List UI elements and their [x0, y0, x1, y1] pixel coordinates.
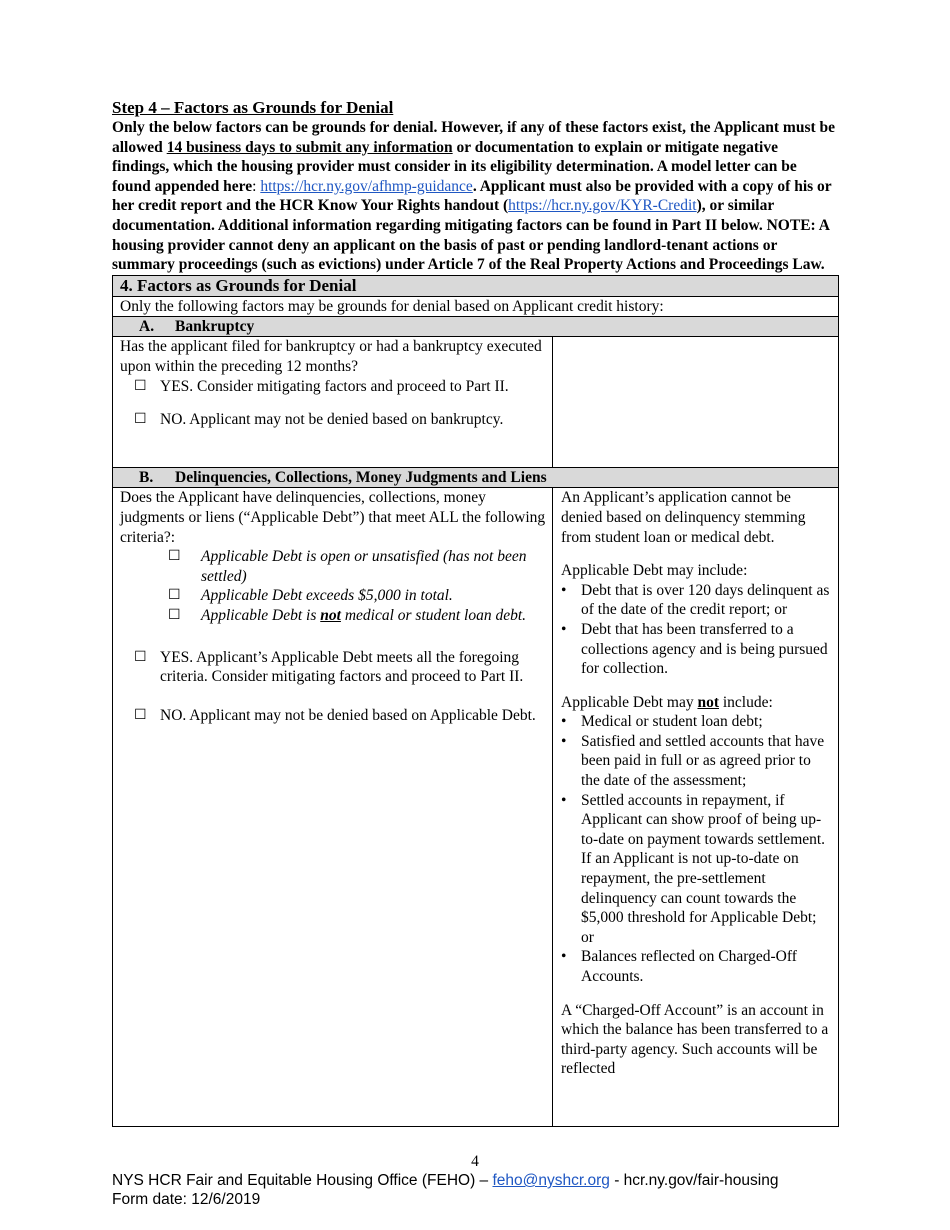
table-subheader: Only the following factors may be grounds for denial based on Applicant credit history:: [113, 296, 839, 317]
bullet-icon: •: [561, 581, 567, 599]
debt-question-cell: [113, 488, 553, 1127]
bankruptcy-yes-label: YES. Consider mitigating factors and proceed to Part II.: [160, 377, 509, 395]
may-not-include-heading: Applicable Debt may not include:: [561, 693, 773, 711]
bullet-icon: •: [561, 732, 567, 750]
bullet-icon: •: [561, 948, 567, 966]
kyr-credit-link[interactable]: https://hcr.ny.gov/KYR-Credit: [508, 197, 697, 215]
checkbox-icon[interactable]: ☐: [168, 588, 181, 604]
criteria-item: [168, 606, 546, 626]
list-item: • Settled accounts in repayment, if Applicant can show proof of being up-to-date on payment towards settlement. If an Applicant is not up-to-date on repayment, the pre-settlement delinquency can count towards the $5,000 threshold for Applicable Debt; or: [561, 791, 826, 946]
criteria-item: [168, 547, 546, 586]
emphasis-not: not: [697, 693, 719, 711]
section-a-letter: A.: [139, 318, 155, 336]
list-item: • Medical or student loan debt;: [561, 713, 763, 731]
debt-notes-cell: [553, 488, 839, 1127]
step-title: Step 4 – Factors as Grounds for Denial: [112, 98, 394, 117]
intro-underlined: 14 business days to submit any information: [166, 138, 453, 156]
factors-table: [112, 275, 839, 1128]
bankruptcy-notes-cell: [553, 337, 839, 468]
intro-text-3: . Applicant must also be provided with a copy of his or her credit report and the HCR Know Your Rights handout (: [112, 177, 832, 215]
intro-text-2: or documentation to explain or mitigate negative findings, which the housing provider must consider in its eligibility determination. A model letter can be found appended here: [112, 138, 797, 195]
debt-no-label: NO. Applicant may not be denied based on Applicable Debt.: [160, 706, 536, 724]
section-a-header: [113, 317, 839, 337]
checkbox-icon[interactable]: ☐: [168, 549, 181, 565]
document-page: [112, 98, 838, 1127]
checkbox-icon[interactable]: ☐: [134, 649, 147, 665]
debt-yes-label: YES. Applicant’s Applicable Debt meets all the foregoing criteria. Consider mitigating factors and proceed to Part II.: [160, 648, 524, 686]
may-include-heading: Applicable Debt may include:: [561, 562, 748, 580]
debt-question: Does the Applicant have delinquencies, collections, money judgments or liens (“Applicable Debt”) that meet ALL the following criteria?:: [120, 489, 546, 546]
intro-text-4: ), or similar documentation. Additional information regarding mitigating factors can be found in Part II below. NOTE: A housing provider cannot deny an applicant on the basis of past or pending landlord-tenant actions or summary proceedings (such as evictions) under Article 7 of the Real Property Actions and Proceedings Law.: [112, 197, 830, 274]
debt-no-option: [134, 706, 546, 726]
emphasis-not: not: [320, 606, 341, 624]
criteria-label: Applicable Debt exceeds $5,000 in total.: [201, 587, 453, 605]
bullet-icon: •: [561, 791, 567, 809]
criteria-item: [168, 586, 546, 606]
bullet-icon: •: [561, 620, 567, 638]
form-date: Form date: 12/6/2019: [112, 1190, 261, 1208]
section-b-header: [113, 468, 839, 488]
criteria-label: Applicable Debt is open or unsatisfied (has not been settled): [201, 548, 527, 585]
afhmp-guidance-link[interactable]: https://hcr.ny.gov/afhmp-guidance: [260, 177, 473, 195]
debt-note-intro: An Applicant’s application cannot be denied based on delinquency stemming from student loan or medical debt.: [561, 489, 806, 546]
bullet-icon: •: [561, 713, 567, 731]
checkbox-icon[interactable]: ☐: [168, 607, 181, 623]
page-number: 4: [471, 1153, 479, 1170]
list-item: • Satisfied and settled accounts that have been paid in full or as agreed prior to the date of the assessment;: [561, 732, 825, 790]
list-item: • Balances reflected on Charged-Off Accounts.: [561, 948, 797, 985]
section-a-title: Bankruptcy: [175, 318, 255, 336]
email-link[interactable]: feho@nyshcr.org: [492, 1172, 610, 1189]
bankruptcy-no-option: [134, 410, 546, 430]
section-b-title: Delinquencies, Collections, Money Judgments and Liens: [175, 469, 547, 487]
exclude-list: [561, 712, 832, 986]
list-item: • Debt that is over 120 days delinquent as of the date of the credit report; or: [561, 581, 830, 619]
bankruptcy-question-cell: [113, 337, 553, 468]
footer: [112, 1172, 778, 1209]
checkbox-icon[interactable]: ☐: [134, 378, 147, 394]
debt-yes-option: [134, 648, 546, 687]
checkbox-icon[interactable]: ☐: [134, 412, 147, 428]
intro-colon: :: [252, 177, 261, 195]
bankruptcy-no-label: NO. Applicant may not be denied based on bankruptcy.: [160, 411, 504, 429]
footer-line-1: NYS HCR Fair and Equitable Housing Office (FEHO) – feho@nyshcr.org - hcr.ny.gov/fair-housing: [112, 1172, 779, 1189]
step-intro: [112, 118, 838, 275]
table-header: 4. Factors as Grounds for Denial: [113, 275, 839, 296]
list-item: • Debt that has been transferred to a collections agency and is being pursued for collection.: [561, 620, 828, 678]
criteria-label: Applicable Debt is not medical or student loan debt.: [201, 606, 527, 624]
section-b-letter: B.: [139, 469, 154, 487]
checkbox-icon[interactable]: ☐: [134, 707, 147, 723]
intro-text-1: Only the below factors can be grounds for denial. However, if any of these factors exist, the Applicant must be allowed: [112, 119, 836, 156]
bankruptcy-yes-option: [134, 377, 546, 397]
charged-off-definition: A “Charged-Off Account” is an account in which the balance has been transferred to a third-party agency. Such accounts will be reflected: [561, 1001, 829, 1078]
include-list: [561, 581, 832, 679]
bankruptcy-question: Has the applicant filed for bankruptcy or had a bankruptcy executed upon within the preceding 12 months?: [120, 338, 542, 375]
